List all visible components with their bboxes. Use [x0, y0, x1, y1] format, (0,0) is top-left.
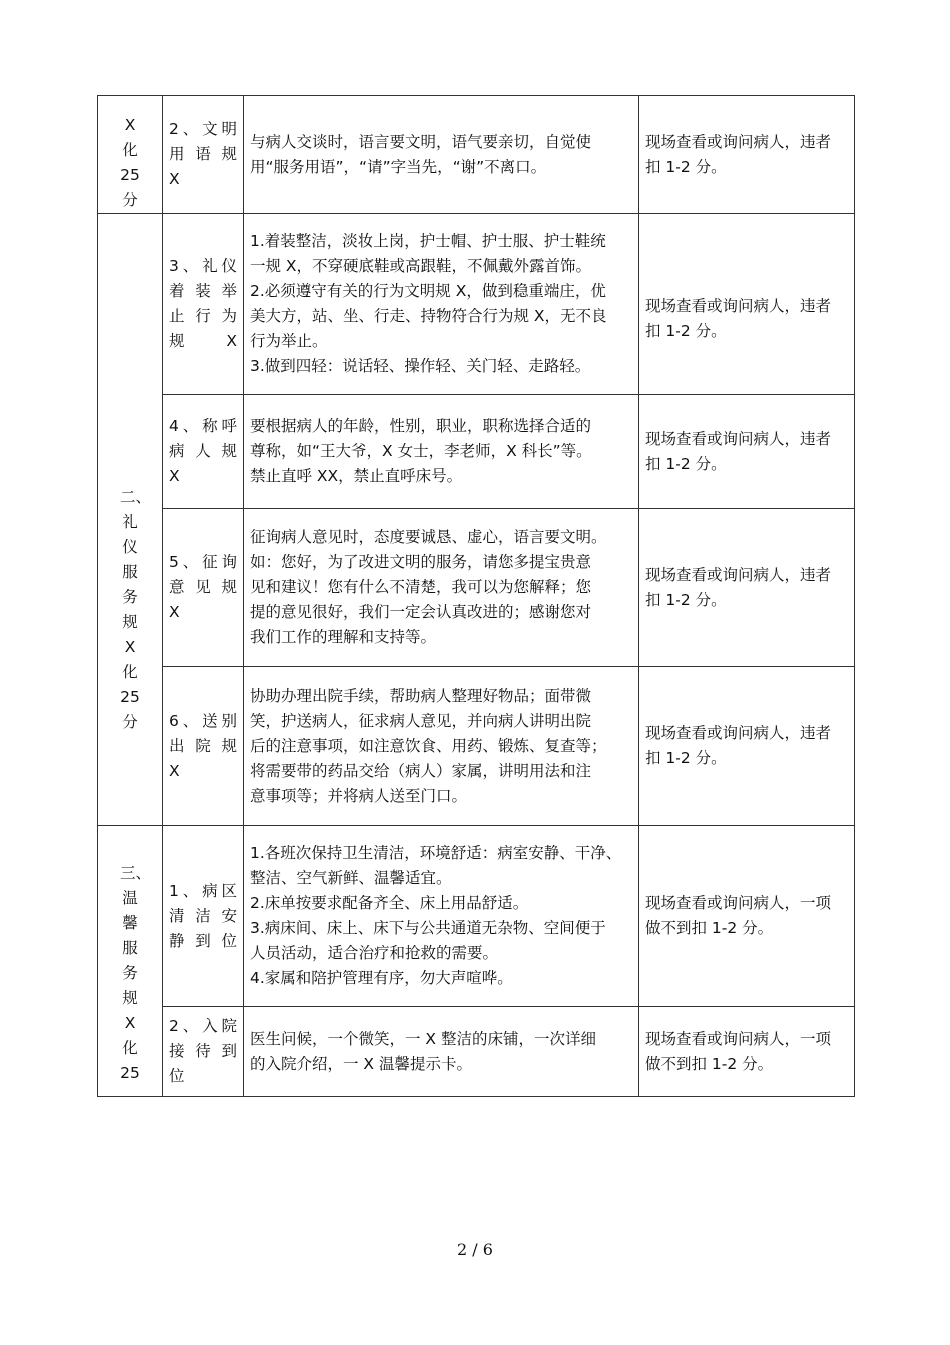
category-label: X化25分: [120, 116, 140, 209]
service-standards-table: [97, 95, 855, 1097]
table-row: [98, 509, 855, 667]
item-cell: 1、病区 清洁安 静到位: [163, 826, 244, 1007]
content-cell: 要根据病人的年龄，性别，职业，职称选择合适的 尊称，如“王大爷，X 女士，李老师，X 科长”等。 禁止直呼 XX，禁止直呼床号。: [244, 395, 639, 509]
check-cell: 现场查看或询问病人，违者 扣 1-2 分。: [639, 395, 855, 509]
item-cell: 2、文明 用语规 X: [163, 96, 244, 214]
table-row: [98, 395, 855, 509]
item-cell: 2、入院 接待到 位: [163, 1007, 244, 1097]
category-label: 二、礼仪服务规X化25分: [120, 487, 152, 731]
item-cell: 3、礼仪 着装举 止行为 规 X: [163, 214, 244, 395]
table-row: [98, 667, 855, 826]
item-cell: 6、送别 出院规 X: [163, 667, 244, 826]
category-cell: [98, 826, 163, 1097]
item-cell: 4、称呼 病人规 X: [163, 395, 244, 509]
check-cell: 现场查看或询问病人，一项 做不到扣 1-2 分。: [639, 826, 855, 1007]
table-row: [98, 826, 855, 1007]
check-cell: 现场查看或询问病人，违者 扣 1-2 分。: [639, 214, 855, 395]
check-cell: 现场查看或询问病人，一项 做不到扣 1-2 分。: [639, 1007, 855, 1097]
category-label: 三、温馨服务规X化25: [120, 863, 152, 1082]
content-cell: 协助办理出院手续，帮助病人整理好物品；面带微 笑，护送病人，征求病人意见，并向病人讲明出院 后的注意事项，如注意饮食、用药、锻炼、复查等； 将需要带的药品交给（病人）家属，讲明用法和注 意事项等；并将病人送至门口。: [244, 667, 639, 826]
content-cell: 1.着装整洁，淡妆上岗，护士帽、护士服、护士鞋统 一规 X，不穿硬底鞋或高跟鞋，不佩戴外露首饰。 2.必须遵守有关的行为文明规 X，做到稳重端庄，优 美大方，站、坐、行走、持物符合行为规 X，无不良 行为举止。 3.做到四轻：说话轻、操作轻、关门轻、走路轻。: [244, 214, 639, 395]
check-cell: 现场查看或询问病人，违者 扣 1-2 分。: [639, 96, 855, 214]
page-number: 2 / 6: [457, 1240, 493, 1259]
content-cell: 与病人交谈时，语言要文明，语气要亲切，自觉使 用“服务用语”，“请”字当先，“谢”不离口。: [244, 96, 639, 214]
table-row: [98, 214, 855, 395]
category-cell: [98, 214, 163, 826]
check-cell: 现场查看或询问病人，违者 扣 1-2 分。: [639, 509, 855, 667]
item-cell: 5、征询 意见规 X: [163, 509, 244, 667]
table-row: [98, 1007, 855, 1097]
check-cell: 现场查看或询问病人，违者 扣 1-2 分。: [639, 667, 855, 826]
table-row: [98, 96, 855, 214]
content-cell: 1.各班次保持卫生清洁，环境舒适：病室安静、干净、 整洁、空气新鲜、温馨适宜。 2.床单按要求配备齐全、床上用品舒适。 3.病床间、床上、床下与公共通道无杂物、空间便于 人员活动，适合治疗和抢救的需要。 4.家属和陪护管理有序，勿大声喧哗。: [244, 826, 639, 1007]
content-cell: 医生问候，一个微笑，一 X 整洁的床铺，一次详细 的入院介绍，一 X 温馨提示卡。: [244, 1007, 639, 1097]
content-cell: 征询病人意见时，态度要诚恳、虚心，语言要文明。 如：您好，为了改进文明的服务，请您多提宝贵意 见和建议！您有什么不清楚，我可以为您解释；您 提的意见很好，我们一定会认真改进的；感谢您对 我们工作的理解和支持等。: [244, 509, 639, 667]
category-cell: [98, 96, 163, 214]
